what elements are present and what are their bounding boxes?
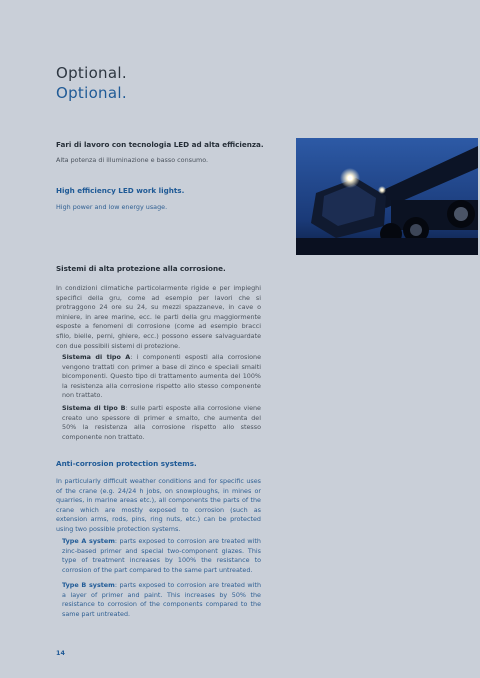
- type-a-paragraph-italian: [62, 353, 261, 401]
- led-heading-english: High efficiency LED work lights.: [56, 186, 185, 195]
- corrosion-heading-english: Anti-corrosion protection systems.: [56, 459, 197, 468]
- corrosion-heading-italian: Sistemi di alta protezione alla corrosione.: [56, 264, 226, 273]
- type-b-text-english: : parts exposed to corrosion are treated with a layer of primer and paint. This increases by 50% the resistance to corrosion of the components compared to the same part untreated.: [62, 581, 261, 618]
- led-heading-italian: Fari di lavoro con tecnologia LED ad alta efficienza.: [56, 140, 264, 149]
- corrosion-intro-italian: In condizioni climatiche particolarmente rigide e per impieghi specifici della gru, come ad esempio per lavori che si protraggono 24 ore su 24, su mezzi spazzaneve, in cave o miniere, in aree marine, ecc. le parti della gru maggiormente esposte a fenomeni di corrosione (come ad esempio bracci sfilo, bielle, perni, ghiere, ecc.) possono essere salvaguardate con due possibili sistemi di protezione.: [56, 284, 261, 350]
- crane-led-lights-photo: [296, 138, 478, 255]
- title-italian: Optional.: [56, 64, 127, 82]
- type-b-text-italian: : sulle parti esposte alla corrosione viene creato uno spessore di primer e smalto, che aumenta del 50% la resistenza alla corrosione rispetto allo stesso componente non trattato.: [62, 404, 261, 441]
- type-a-text-italian: : i componenti esposti alla corrosione vengono trattati con primer a base di zinco e speciali smalti bicomponenti. Questo tipo di trattamento aumenta del 100% la resistenza alla corrosione rispetto allo stesso componente non trattato.: [62, 353, 261, 400]
- type-b-label-english: Type B system: [62, 581, 115, 589]
- type-b-paragraph-italian: [62, 404, 261, 442]
- type-a-text-english: : parts exposed to corrosion are treated with zinc-based primer and special two-component glazes. This type of treatment increases by 100% the resistance to corrosion of the part compared to the same part untreated.: [62, 537, 261, 574]
- page-number: 14: [56, 649, 65, 657]
- type-b-paragraph-english: [62, 581, 261, 619]
- type-a-label-italian: Sistema di tipo A: [62, 353, 131, 361]
- title-english: Optional.: [56, 84, 127, 102]
- type-a-label-english: Type A system: [62, 537, 115, 545]
- corrosion-intro-english: In particularly difficult weather conditions and for specific uses of the crane (e.g. 24/24 h jobs, on snowploughs, in mines or quarries, in marine areas etc.), all components the parts of the crane which are mostly exposed to corrosion (such as extension arms, rods, pins, ring nuts, etc.) can be protected using two possible protection systems.: [56, 477, 261, 533]
- type-b-label-italian: Sistema di tipo B: [62, 404, 126, 412]
- led-text-english: High power and low energy usage.: [56, 203, 168, 211]
- led-text-italian: Alta potenza di illuminazione e basso consumo.: [56, 156, 209, 164]
- type-a-paragraph-english: [62, 537, 261, 575]
